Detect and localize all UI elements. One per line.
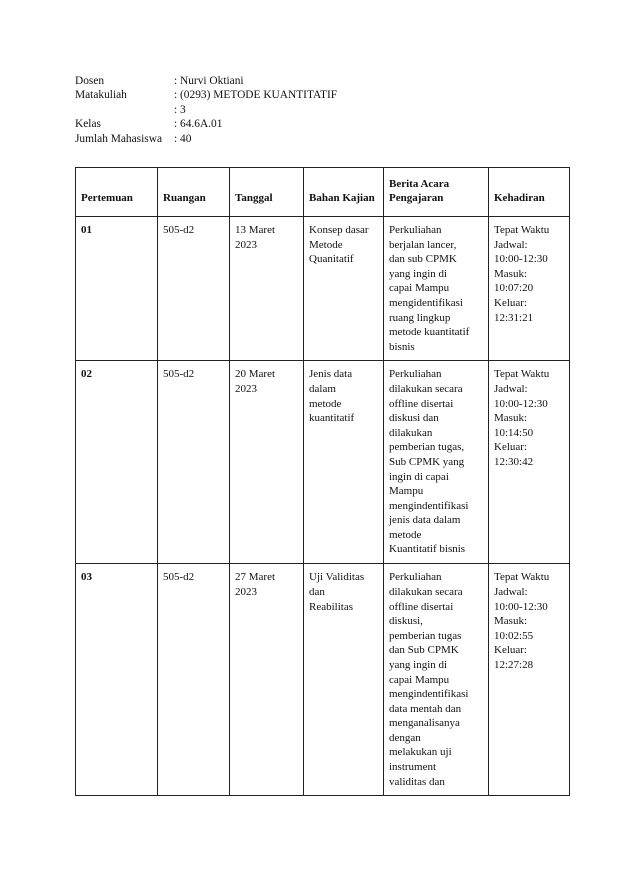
attendance-table (75, 167, 570, 796)
header-bahan-kajian: Bahan Kajian (304, 168, 384, 217)
info-row-matakuliah (75, 88, 337, 102)
header-kehadiran: Kehadiran (489, 168, 570, 217)
cell-tanggal: 13 Maret 2023 (230, 217, 304, 361)
cell-bahan-kajian: Konsep dasar Metode Quanitatif (304, 217, 384, 361)
info-row-jumlah-mahasiswa (75, 132, 337, 146)
cell-kehadiran: Tepat Waktu Jadwal: 10:00-12:30 Masuk: 10:14:50 Keluar: 12:30:42 (489, 361, 570, 564)
cell-ruangan: 505-d2 (158, 361, 230, 564)
info-row-dosen (75, 74, 337, 88)
cell-pertemuan: 02 (76, 361, 158, 564)
info-value: : 3 (174, 103, 186, 116)
cell-berita-acara: Perkuliahan berjalan lancer, dan sub CPMK yang ingin di capai Mampu mengidentifikasi ruang lingkup metode kuantitatif bisnis (384, 217, 489, 361)
info-label: Dosen (75, 75, 105, 87)
info-label: Matakuliah (75, 89, 127, 102)
header-ruangan: Ruangan (158, 168, 230, 217)
course-info (75, 74, 337, 146)
header-tanggal: Tanggal (230, 168, 304, 217)
cell-pertemuan: 03 (76, 564, 158, 796)
cell-ruangan: 505-d2 (158, 217, 230, 361)
info-value: : (0293) METODE KUANTITATIF (174, 89, 338, 102)
header-berita-acara: Berita Acara Pengajaran (384, 168, 489, 217)
cell-kehadiran: Tepat Waktu Jadwal: 10:00-12:30 Masuk: 10:07:20 Keluar: 12:31:21 (489, 217, 570, 361)
info-label-sks (75, 103, 174, 117)
cell-bahan-kajian: Jenis data dalam metode kuantitatif (304, 361, 384, 564)
cell-kehadiran: Tepat Waktu Jadwal: 10:00-12:30 Masuk: 10:02:55 Keluar: 12:27:28 (489, 564, 570, 796)
info-value: : Nurvi Oktiani (174, 75, 244, 87)
cell-tanggal: 27 Maret 2023 (230, 564, 304, 796)
cell-berita-acara: Perkuliahan dilakukan secara offline disertai diskusi dan dilakukan pemberian tugas, Sub CPMK yang ingin di capai Mampu mengindentifikasi jenis data dalam metode Kuantitatif bisnis (384, 361, 489, 564)
table-row (76, 361, 570, 564)
table-header-row (76, 168, 570, 217)
cell-tanggal: 20 Maret 2023 (230, 361, 304, 564)
table-row (76, 564, 570, 796)
header-pertemuan: Pertemuan (76, 168, 158, 217)
cell-berita-acara: Perkuliahan dilakukan secara offline disertai diskusi, pemberian tugas dan Sub CPMK yang ingin di capai Mampu mengindentifikasi data mentah dan menganalisanya dengan melakukan uji instrument validitas dan (384, 564, 489, 796)
info-label: Kelas (75, 118, 101, 131)
info-value: : 64.6A.01 (174, 118, 223, 131)
info-row-kelas (75, 117, 337, 131)
cell-bahan-kajian: Uji Validitas dan Reabilitas (304, 564, 384, 796)
info-value: : 40 (174, 132, 192, 145)
cell-pertemuan: 01 (76, 217, 158, 361)
cell-ruangan: 505-d2 (158, 564, 230, 796)
info-row-sks (75, 103, 337, 117)
table-row (76, 217, 570, 361)
info-label: Jumlah Mahasiswa (75, 132, 162, 145)
